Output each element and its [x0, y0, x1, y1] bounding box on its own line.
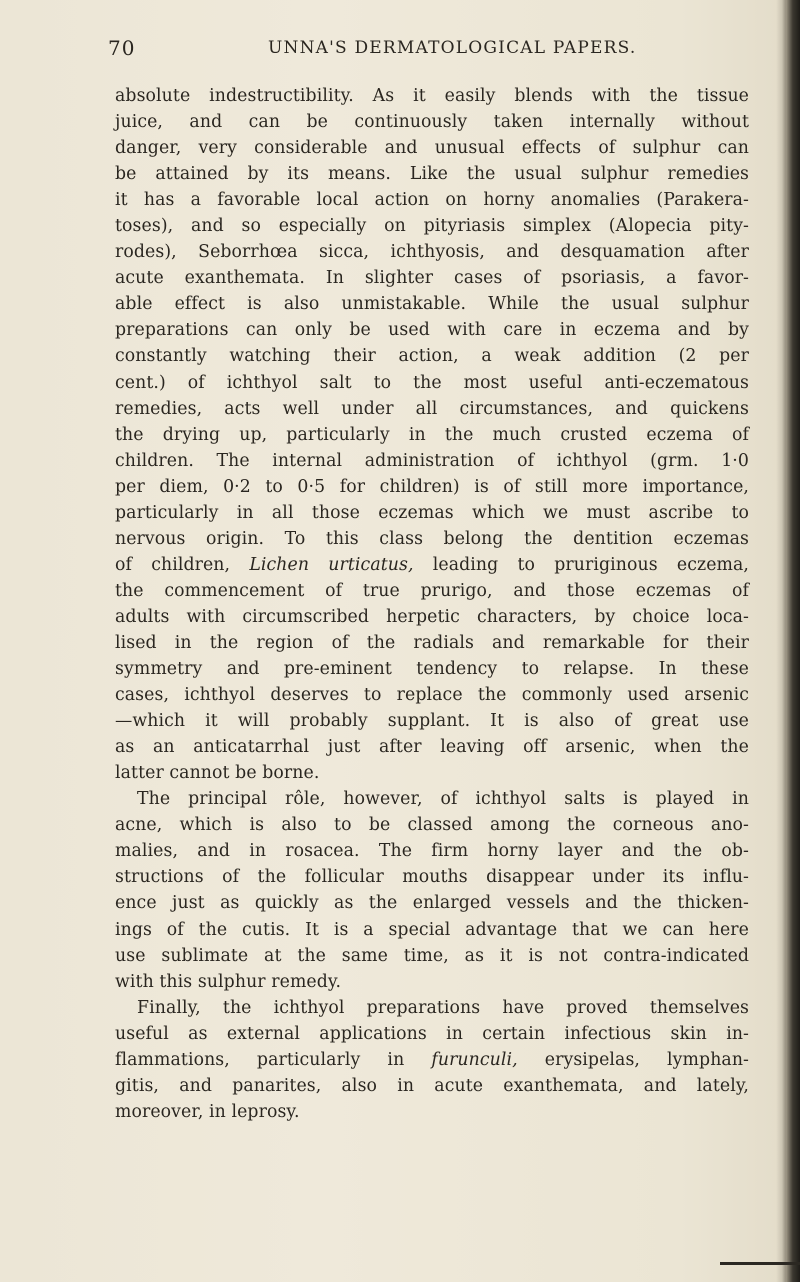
- text-line: gitis, and panarites, also in acute exanthemata, and lately,: [115, 1075, 749, 1096]
- text-line: malies, and in rosacea. The firm horny layer and the ob-: [115, 841, 749, 862]
- text-line: the commencement of true prurigo, and those eczemas of: [115, 580, 749, 601]
- text-line: cent.) of ichthyol salt to the most useful anti-eczematous: [115, 372, 749, 393]
- running-title: UNNA'S DERMATOLOGICAL PAPERS.: [268, 38, 637, 58]
- text-line: structions of the follicular mouths disappear under its influ-: [115, 867, 749, 888]
- text-line: latter cannot be borne.: [115, 763, 320, 784]
- bottom-rule: [720, 1262, 800, 1265]
- text-line: juice, and can be continuously taken internally without: [115, 112, 749, 133]
- text-line: remedies, acts well under all circumstances, and quickens: [115, 398, 749, 419]
- text-line: able effect is also unmistakable. While the usual sulphur: [115, 294, 749, 315]
- text-line: [115, 552, 749, 578]
- text-line: absolute indestructibility. As it easily blends with the tissue: [115, 86, 749, 106]
- text-line-segment: erysipelas, lymphan-: [517, 1049, 749, 1070]
- text-line: —which it will probably supplant. It is also of great use: [115, 711, 749, 732]
- text-line: rodes), Seborrhœa sicca, ichthyosis, and desquamation after: [115, 242, 749, 263]
- text-line: with this sulphur remedy.: [115, 971, 342, 992]
- text-line: useful as external applications in certain infectious skin in-: [115, 1023, 749, 1044]
- text-line: constantly watching their action, a weak addition (2 per: [115, 346, 749, 367]
- text-line: be attained by its means. Like the usual sulphur remedies: [115, 164, 749, 185]
- text-line: preparations can only be used with care in eczema and by: [115, 320, 749, 341]
- text-line: as an anticatarrhal just after leaving off arsenic, when the: [115, 737, 749, 758]
- italic-term: Lichen urticatus,: [249, 554, 414, 575]
- text-line: ings of the cutis. It is a special advantage that we can here: [115, 919, 749, 940]
- text-line: danger, very considerable and unusual effects of sulphur can: [115, 138, 749, 159]
- text-line: it has a favorable local action on horny anomalies (Parakera-: [115, 190, 749, 211]
- text-line: toses), and so especially on pityriasis simplex (Alopecia pity-: [115, 216, 749, 237]
- text-line: acne, which is also to be classed among the corneous ano-: [115, 815, 749, 836]
- text-line: per diem, 0·2 to 0·5 for children) is of still more importance,: [115, 476, 749, 497]
- text-line: symmetry and pre-eminent tendency to relapse. In these: [115, 659, 749, 680]
- text-line: particularly in all those eczemas which we must ascribe to: [115, 502, 749, 523]
- text-line: the drying up, particularly in the much crusted eczema of: [115, 424, 749, 445]
- text-line: moreover, in leprosy.: [115, 1101, 300, 1122]
- text-line: acute exanthemata. In slighter cases of psoriasis, a favor-: [115, 268, 749, 289]
- text-line-segment: leading to pruriginous eczema,: [413, 554, 750, 575]
- text-line: children. The internal administration of ichthyol (grm. 1·0: [115, 450, 749, 471]
- body-text: [115, 83, 749, 1125]
- text-line: use sublimate at the same time, as it is not contra-indicated: [115, 945, 749, 966]
- text-line: [115, 1047, 749, 1073]
- text-line: lised in the region of the radials and remarkable for their: [115, 632, 749, 653]
- text-line-segment: of children,: [115, 554, 250, 575]
- page-number: 70: [108, 36, 136, 60]
- text-line: adults with circumscribed herpetic characters, by choice loca-: [115, 606, 749, 627]
- running-head: [108, 36, 748, 66]
- text-line: nervous origin. To this class belong the dentition eczemas: [115, 528, 749, 549]
- text-line: ence just as quickly as the enlarged vessels and the thicken-: [115, 893, 749, 914]
- text-line: Finally, the ichthyol preparations have proved themselves: [137, 997, 749, 1018]
- text-line: cases, ichthyol deserves to replace the commonly used arsenic: [115, 685, 749, 706]
- italic-term: furunculi,: [431, 1049, 518, 1070]
- binding-edge: [782, 0, 800, 1282]
- text-line: The principal rôle, however, of ichthyol salts is played in: [137, 789, 749, 810]
- text-line-segment: flammations, particularly in: [115, 1049, 432, 1070]
